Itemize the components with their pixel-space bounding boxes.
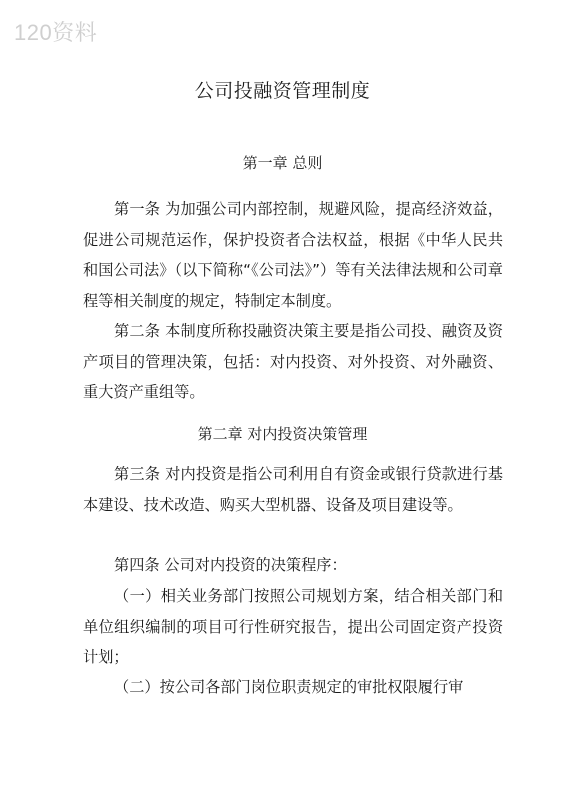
article-4-item-2: （二）按公司各部门岗位职责规定的审批权限履行审 — [114, 678, 464, 696]
document-title: 公司投融资管理制度 — [194, 80, 371, 102]
article-4-item-1: （一）相关业务部门按照公司规划方案，结合相关部门和单位组织编制的项目可行性研究报告，提出公司固定资产投资计划； — [83, 587, 503, 666]
article-1: 第一条 为加强公司内部控制，规避风险，提高经济效益，促进公司规范运作，保护投资者合法权益，根据《中华人民共和国公司法》（以下简称“《公司法》”）等有关法律法规和公司章程等相关制度的规定，特制定本制度。 — [83, 200, 503, 310]
chapter-heading-1: 第一章 总则 — [242, 154, 323, 172]
article-4: 第四条 公司对内投资的决策程序： — [114, 556, 347, 574]
chapter-heading-2: 第二章 对内投资决策管理 — [197, 425, 368, 443]
article-2: 第二条 本制度所称投融资决策主要是指公司投、融资及资产项目的管理决策，包括：对内投资、对外投资、对外融资、重大资产重组等。 — [83, 322, 503, 401]
article-3: 第三条 对内投资是指公司利用自有资金或银行贷款进行基本建设、技术改造、购买大型机器、设备及项目建设等。 — [83, 465, 503, 514]
watermark-logo: 120资料 — [14, 20, 98, 45]
